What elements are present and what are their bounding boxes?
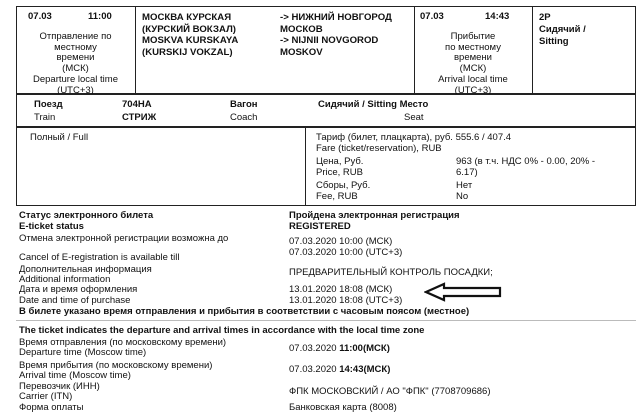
- cancel-label-ru: Отмена электронной регистрации возможна до: [19, 233, 229, 244]
- fee-value-ru: Нет: [456, 180, 473, 191]
- departure-moscow-time: 11:00(МСК): [339, 343, 390, 354]
- arrival-tz-ru: по местному: [445, 41, 501, 53]
- purchase-label-en: Date and time of purchase: [19, 295, 131, 306]
- from-station-ru: (КУРСКИЙ ВОКЗАЛ): [142, 23, 237, 35]
- seat-label-ru: Сидячий / Sitting Место: [318, 99, 429, 110]
- status-label-en: E-ticket status: [19, 221, 84, 232]
- divider: [16, 320, 636, 321]
- price-label-en: Price, RUB: [316, 167, 363, 178]
- price-label-ru: Цена, Руб.: [316, 156, 364, 167]
- purchase-value: 13.01.2020 18:08 (UTC+3): [289, 295, 403, 306]
- class-type-en: Sitting: [539, 35, 569, 47]
- arrival-moscow-label-en: Arrival time (Moscow time): [19, 370, 131, 381]
- price-value: 963 (в т.ч. НДС 0% - 0.00, 20% -: [456, 156, 596, 167]
- class-type-ru: Сидячий /: [539, 23, 586, 35]
- carrier-label-en: Carrier (ITN): [19, 391, 73, 402]
- payment-label-ru: Форма оплаты: [19, 402, 84, 413]
- timezone-notice-en: The ticket indicates the departure and arrival times in accordance with the local time zone: [19, 325, 425, 336]
- arrow-left-icon: [424, 282, 502, 302]
- car-label-ru: Вагон: [230, 99, 258, 110]
- purchase-value: 13.01.2020 18:08 (МСК): [289, 284, 393, 295]
- arrival-tz-en: (UTC+3): [454, 84, 492, 96]
- departure-time: 11:00: [88, 11, 112, 22]
- price-value: 6.17): [456, 167, 478, 178]
- status-label-ru: Статус электронного билета: [19, 210, 154, 221]
- fee-value-en: No: [456, 191, 469, 202]
- cancel-value: 07.03.2020 10:00 (МСК): [289, 236, 393, 247]
- timezone-notice-ru: В билете указано время отправления и прибытия в соответствии с часовым поясом (местное): [19, 306, 470, 317]
- cancel-label-en: Cancel of E-registration is available till: [19, 252, 180, 263]
- status-value-ru: Пройдена электронная регистрация: [289, 210, 460, 221]
- cancel-value: 07.03.2020 10:00 (UTC+3): [289, 247, 403, 258]
- additional-label-ru: Дополнительная информация: [19, 264, 152, 275]
- divider: [135, 6, 136, 94]
- train-label-en: Train: [34, 112, 56, 123]
- status-value-en: REGISTERED: [289, 221, 351, 232]
- departure-tz-en: Departure local time: [32, 73, 118, 85]
- service-class: [539, 12, 586, 48]
- departure-timezone: [16, 32, 135, 96]
- departure-tz-ru: времени: [56, 52, 95, 64]
- train-label-ru: Поезд: [34, 99, 63, 110]
- carrier-value: ФПК МОСКОВСКИЙ / АО "ФПК" (7708709686): [289, 386, 491, 397]
- additional-value: ПРЕДВАРИТЕЛЬНЫЙ КОНТРОЛЬ ПОСАДКИ;: [289, 267, 493, 278]
- arrival-tz-en: Arrival local time: [438, 73, 508, 85]
- to-station-ru: -> НИЖНИЙ НОВГОРОД: [280, 12, 392, 23]
- payment-value: Банковская карта (8008): [289, 402, 397, 413]
- route-from: [142, 12, 238, 58]
- fee-label-ru: Сборы, Руб.: [316, 180, 371, 191]
- divider: [305, 127, 306, 206]
- from-station-en: MOSKVA KURSKAYA: [142, 35, 239, 46]
- arrival-moscow-value: [289, 365, 390, 376]
- departure-moscow-date: 07.03.2020: [289, 343, 340, 354]
- departure-moscow-label-en: Departure time (Moscow time): [19, 347, 147, 358]
- departure-tz-ru: местному: [54, 41, 97, 53]
- arrival-tz-ru: Прибытие: [450, 31, 496, 42]
- departure-date: 07.03: [28, 11, 52, 22]
- arrival-tz-ru: времени: [454, 52, 492, 64]
- carrier-label-ru: Перевозчик (ИНН): [19, 381, 100, 392]
- departure-tz-en: (UTC+3): [57, 84, 94, 96]
- tariff-label-en: Fare (ticket/reservation), RUB: [316, 143, 442, 154]
- car-label-en: Coach: [230, 112, 258, 123]
- additional-label-en: Additional information: [19, 274, 111, 285]
- departure-moscow-label-ru: Время отправления (по московскому времени): [19, 337, 227, 348]
- to-station-ru: МОСКОВ: [280, 23, 323, 35]
- from-station-ru: МОСКВА КУРСКАЯ: [142, 12, 232, 23]
- route-to: [280, 12, 392, 58]
- class-code: 2Р: [539, 12, 551, 23]
- fare-type: Полный / Full: [30, 132, 89, 143]
- purchase-label-ru: Дата и время оформления: [19, 284, 138, 295]
- seat-label-en: Seat: [404, 112, 424, 123]
- divider: [532, 6, 533, 94]
- departure-tz-ru: Отправление по: [39, 31, 112, 42]
- train-number: 704НА: [122, 99, 152, 110]
- arrival-moscow-label-ru: Время прибытия (по московскому времени): [19, 360, 213, 371]
- departure-tz-ru: (МСК): [62, 63, 89, 75]
- train-name: СТРИЖ: [122, 112, 157, 123]
- arrival-moscow-time: 14:43(МСК): [339, 364, 391, 375]
- arrival-time: 14:43: [485, 11, 510, 22]
- from-station-en: (KURSKIJ VOKZAL): [142, 46, 233, 58]
- arrival-moscow-date: 07.03.2020: [289, 364, 340, 375]
- departure-moscow-value: [289, 344, 390, 355]
- arrival-tz-ru: (МСК): [459, 63, 487, 75]
- tariff-label-ru: Тариф (билет, плацкарта), руб. 555.6 / 407.4: [316, 132, 512, 143]
- to-station-en: MOSKOV: [280, 46, 323, 58]
- arrival-timezone: [414, 32, 532, 96]
- fee-label-en: Fee, RUB: [316, 191, 358, 202]
- to-station-en: -> NIJNII NOVGOROD: [280, 35, 379, 46]
- arrival-date: 07.03: [420, 11, 444, 22]
